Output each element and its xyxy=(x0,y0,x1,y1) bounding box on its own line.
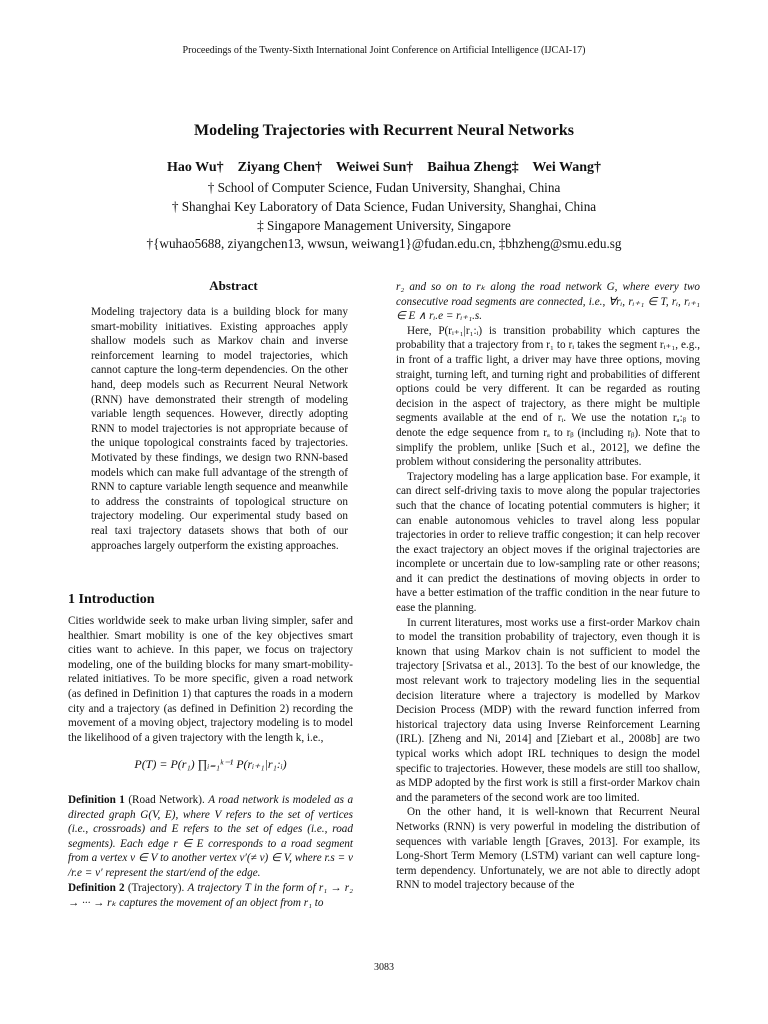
affiliation-1: † School of Computer Science, Fudan University, Shanghai, China xyxy=(207,180,561,195)
definition-2-name: (Trajectory). xyxy=(127,882,185,894)
definition-2-text: A trajectory T in the form of r₁ → r₂ → ··· → rₖ captures the movement of an object from r₁ to xyxy=(68,882,353,909)
section-heading-introduction: 1 Introduction xyxy=(68,592,155,607)
definition-1-name: (Road Network). xyxy=(128,794,205,806)
author-list: Hao Wu† Ziyang Chen† Weiwei Sun† Baihua Zheng‡ Wei Wang† xyxy=(167,160,601,175)
abstract-text: Modeling trajectory data is a building block for many smart-mobility initiatives. Existing approaches apply shallow models such as Markov chain and inverse reinforcement learning to model trajectories, which cannot capture the long-term dependencies. On the other hand, deep models such as Recurrent Neural Network (RNN) have demonstrated their strength of modeling variable length sequences. However, directly adopting RNN to model trajectories is not appropriate because of the unique topological constraints faced by trajectories. Motivated by these findings, we design two RNN-based models which can make full advantage of the strength of RNN to capture variable length sequence and meanwhile to address the constraints of topological structure on trajectory modeling. Our experimental study based on real taxi trajectory datasets shows that both of our approaches largely outperform the existing approaches. xyxy=(91,306,348,552)
definition-1-label: Definition 1 xyxy=(68,794,125,806)
definition-2-label: Definition 2 xyxy=(68,882,125,894)
page-number: 3083 xyxy=(374,962,394,973)
abstract-heading: Abstract xyxy=(209,278,258,293)
author-emails: †{wuhao5688, ziyangchen13, wwsun, weiwang1}@fudan.edu.cn, ‡bhzheng@smu.edu.sg xyxy=(146,236,622,251)
affiliation-3: ‡ Singapore Management University, Singapore xyxy=(257,218,511,233)
likelihood-equation: P(T) = P(r₁) ∏ᵢ₌₁ᵏ⁻¹ P(rᵢ₊₁|r₁:ᵢ) xyxy=(134,757,287,771)
definition-2-continued-text: r₂ and so on to rₖ along the road network G, where every two consecutive road segments are connected, i.e., ∀rᵢ, rᵢ₊₁ ∈ T, rᵢ, rᵢ₊₁ ∈ E ∧ rᵢ.e = rᵢ₊₁.s. xyxy=(396,281,700,323)
paragraph-transition-probability: Here, P(rᵢ₊₁|r₁:ᵢ) is transition probability which captures the probability that a trajectory from r₁ to rᵢ takes the segment rᵢ₊₁, e.g., in front of a traffic light, a driver may have three options, moving straight, turning left, and turning right and probabilities of different options could be very different. It can be regarded as routing decision in the aspect of trajectory, as there might be multiple segments available at the end of rᵢ. We use the notation rₐ:ᵦ to denote the edge sequence from rₐ to rᵦ (including rᵦ). Note that to simplify the problem, unlike [Such et al., 2012], we define the problem without considering the personality attributes. xyxy=(396,324,700,469)
definition-2-continued xyxy=(396,280,700,324)
right-column xyxy=(396,280,700,893)
paragraph-applications: Trajectory modeling has a large application base. For example, it can direct self-driving taxis to move along the popular trajectories such that the chance of locating potential commuters is higher; it can enable autonomous vehicles to travel along less popular trajectories in order to relieve traffic congestion; it can help recover the exact trajectory an object moves if the original trajectories are incomplete or uncertain due to low-sampling rate or other reasons; and it can predict the destinations of moving objects in order to have a better estimation of the traffic condition in the near future to ease the planning. xyxy=(396,470,700,615)
proceedings-header: Proceedings of the Twenty-Sixth International Joint Conference on Artificial Intelligence (IJCAI-17) xyxy=(182,45,586,56)
definition-1-text: A road network is modeled as a directed graph G(V, E), where V refers to the set of vertices (i.e., crossroads) and E refers to the set of edges (i.e., road segments). Each edge r ∈ E corresponds to a road segment from a vertex v ∈ V to another vertex v′(≠ v) ∈ V, where r.s = v /r.e = v′ represent the start/end of the edge. xyxy=(68,794,354,879)
definition-2 xyxy=(68,881,353,910)
paragraph-rnn: On the other hand, it is well-known that Recurrent Neural Networks (RNN) is very powerful in modeling the distribution of sequences with variable length [Graves, 2013]. For example, its Long-Short Term Memory (LSTM) variant can well capture long-term dependency. Unfortunately, we are not able to directly adopt RNN to model trajectory because of the xyxy=(396,806,700,892)
introduction-text: Cities worldwide seek to make urban living simpler, safer and healthier. Smart mobility is one of the key objectives smart cities want to achieve. In this paper, we focus on trajectory modeling, one of the building blocks for many smart-mobility-related initiatives. To be more specific, given a road network (as defined in Definition 1) that captures the roads in a modern city and a trajectory (as defined in Definition 2) recording the movement of a moving object, trajectory modeling is to model the likelihood of a given trajectory with the length k, i.e., xyxy=(68,615,353,744)
paper-title: Modeling Trajectories with Recurrent Neural Networks xyxy=(194,122,574,139)
paragraph-current-literature: In current literatures, most works use a first-order Markov chain to model the transition probability of trajectory, even though it is known that using Markov chain is not sufficient to model the trajectory [Srivatsa et al., 2013]. To the best of our knowledge, the most relevant work to trajectory modeling lies in the sequential decision literature where a trajectory is modelled by Markov Decision Process (MDP) with the reward function inferred from historical trajectory data using Inverse Reinforcement Learning (IRL). [Zheng and Ni, 2014] and [Ziebart et al., 2008b] are two typical works which adopt IRL techniques to design the model specific to trajectories. However, these models are still too shallow, as MDP adopted by the first work is still a first-order Markov chain and the parameters of the second work are too limited. xyxy=(396,616,700,804)
affiliation-2: † Shanghai Key Laboratory of Data Science, Fudan University, Shanghai, China xyxy=(171,199,597,214)
definition-1 xyxy=(68,793,353,881)
